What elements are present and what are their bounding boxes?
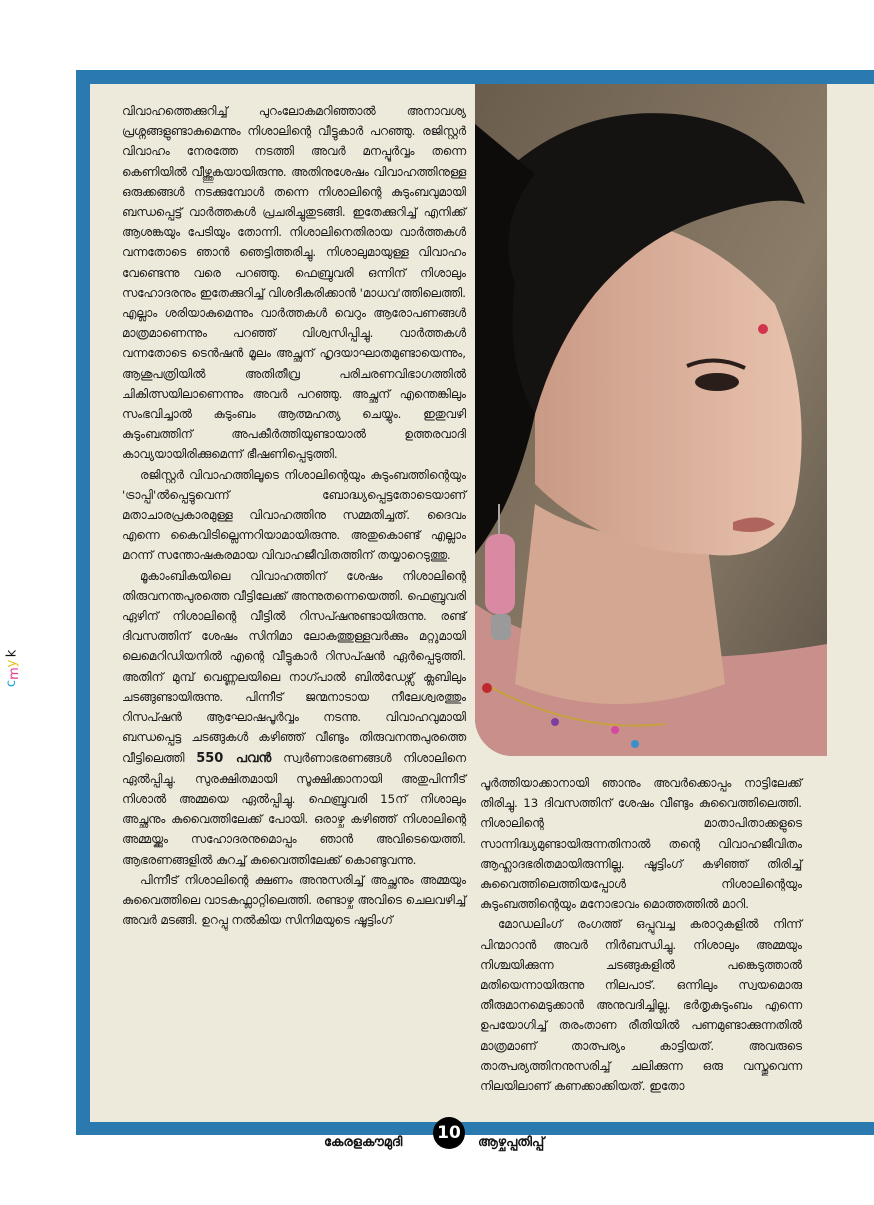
paragraph: പിന്നീട് നിശാലിന്റെ ക്ഷണം അനുസരിച്ച് അച്ഛനും അമ്മയും കുവൈത്തിലെ വാടകഫ്ലാറ്റിലെത്തി. രണ്ടാഴ്ച അവിടെ ചെലവഴിച്ച് അവർ മടങ്ങി. ഉറപ്പു നൽകിയ സിനിമയുടെ ഷൂട്ടിംഗ്: [122, 872, 466, 928]
paragraph-text: മൂകാംബികയിലെ വിവാഹത്തിന് ശേഷം നിശാലിന്റെ തിരുവനന്തപുരത്തെ വീട്ടിലേക്ക് അന്നുതന്നെയെത്തി. ഫെബ്രുവരി ഏഴിന് നിശാലിന്റെ വീട്ടിൽ റിസപ്ഷനുണ്ടായിരുന്നു. രണ്ട് ദിവസത്തിന് ശേഷം സിനിമാ ലോകത്തുള്ളവർക്കും മറ്റുമായി ലെമെറിഡിയനിൽ എന്റെ വീട്ടുകാർ റിസപ്ഷൻ ഏർപ്പെടുത്തി. അതിന് മുമ്പ് വെണ്ണലയിലെ നാഗ്പാൽ ബിൽഡേഴ്സ് ക്ലബിലും ചടങ്ങുണ്ടായിരുന്നു. പിന്നീട് ജന്മനാടായ നീലേശ്വരത്തും റിസപ്ഷൻ ആഘോഷപൂർവ്വം നടന്നു. വിവാഹവുമായി ബന്ധപ്പെട്ട ചടങ്ങുകൾ കഴിഞ്ഞ് വീണ്ടും തിരുവനന്തപുരത്തെ വീട്ടിലെത്തി: [122, 568, 466, 765]
cmyk-m: m: [6, 667, 22, 680]
paragraph: [122, 566, 466, 870]
publication-name: കേരളകൗമുദി: [324, 1135, 403, 1150]
article-left-column: [122, 101, 466, 930]
gold-amount-highlight: 550 പവൻ: [196, 750, 272, 766]
cmyk-c: c: [4, 679, 20, 688]
cmyk-k: k: [4, 649, 20, 658]
page-number: 10: [433, 1117, 465, 1149]
cmyk-registration-mark: [6, 640, 30, 690]
weekly-label: ആഴ്ചപ്പതിപ്പ്: [478, 1135, 545, 1150]
paragraph-text: സ്വർണാഭരണങ്ങൾ നിശാലിനെ ഏൽപ്പിച്ചു. സുരക്ഷിതമായി സൂക്ഷിക്കാനായി അതുപിന്നീട് നിശാൽ അമ്മയെ ഏൽപ്പിച്ചു. ഫെബ്രുവരി 15ന് നിശാലും അച്ഛനും കുവൈത്തിലേക്ക് പോയി. ഒരാഴ്ച കഴിഞ്ഞ് നിശാലിന്റെ അമ്മയ്ക്കും സഹോദരനുമൊപ്പം ഞാൻ അവിടെയെത്തി. ആഭരണങ്ങളിൽ കുറച്ച് കുവൈത്തിലേക്ക് കൊണ്ടുവന്നു.: [122, 750, 467, 867]
frame-left-bar: [76, 70, 90, 1135]
paragraph: രജിസ്റ്റർ വിവാഹത്തിലൂടെ നിശാലിന്റെയും കുടുംബത്തിന്റെയും 'ട്രാപ്പി'ൽപ്പെട്ടുവെന്ന് ബോദ്ധ്യപ്പെട്ടതോടെയാണ് മതാചാരപ്രകാരമുള്ള വിവാഹത്തിനു സമ്മതിച്ചത്. ദൈവം എന്നെ കൈവിടില്ലെന്നറിയാമായിരുന്നു. അതുകൊണ്ട് എല്ലാം മറന്ന് സന്തോഷകരമായ വിവാഹജീവിതത്തിന് തയ്യാറെടുത്തു.: [122, 467, 466, 563]
paragraph: പൂർത്തിയാക്കാനായി ഞാനും അവർക്കൊപ്പം നാട്ടിലേക്ക് തിരിച്ചു. 13 ദിവസത്തിന് ശേഷം വീണ്ടും കുവൈത്തിലെത്തി. നിശാലിന്റെ മാതാപിതാക്കളുടെ സാന്നിദ്ധ്യമുണ്ടായിരുന്നതിനാൽ തന്റെ വിവാഹജീവിതം ആഹ്ലാദഭരിതമായിരുന്നില്ല. ഷൂട്ടിംഗ് കഴിഞ്ഞ് തിരിച്ച് കുവൈത്തിലെത്തിയപ്പോൾ നിശാലിന്റെയും കുടുംബത്തിന്റെയും മനോഭാവം മൊത്തത്തിൽ മാറി.: [480, 776, 802, 912]
article-right-column: [480, 773, 802, 1096]
cmyk-y: y: [4, 659, 20, 668]
paragraph: മോഡലിംഗ് രംഗത്ത് ഒപ്പുവച്ച കരാറുകളിൽ നിന്ന് പിന്മാറാൻ അവർ നിർബന്ധിച്ചു. നിശാലും അമ്മയും നിശ്ചയിക്കുന്ന ചടങ്ങുകളിൽ പങ്കെടുത്താൽ മതിയെന്നായിരുന്നു നിലപാട്. ഒന്നിലും സ്വയമൊരു തീരുമാനമെടുക്കാൻ അനുവദിച്ചില്ല. ഭർതൃകുടുംബം എന്നെ ഉപയോഗിച്ച് തരംതാണ രീതിയിൽ പണമുണ്ടാക്കുന്നതിൽ മാത്രമാണ് താത്പര്യം കാട്ടിയത്. അവരുടെ താത്പര്യത്തിനനുസരിച്ച് ചലിക്കുന്ന ഒരു വസ്തുവെന്ന നിലയിലാണ് കണക്കാക്കിയത്. ഇതോ: [480, 917, 802, 1094]
portrait-photo: [475, 84, 827, 756]
paragraph: വിവാഹത്തെക്കുറിച്ച് പുറംലോകമറിഞ്ഞാൽ അനാവശ്യ പ്രശ്നങ്ങളുണ്ടാകുമെന്നും നിശാലിന്റെ വീട്ടുകാർ പറഞ്ഞു. രജിസ്റ്റർ വിവാഹം നേരത്തേ നടത്തി അവർ മനപ്പൂർവ്വം തന്നെ കെണിയിൽ വീഴ്ത്തുകയായിരുന്നു. അതിനുശേഷം വിവാഹത്തിനുള്ള ഒരുക്കങ്ങൾ നടക്കുമ്പോൾ തന്നെ നിശാലിന്റെ കുടുംബവുമായി ബന്ധപ്പെട്ട് വാർത്തകൾ പ്രചരിച്ചുതുടങ്ങി. ഇതേക്കുറിച്ച് എനിക്ക് ആശങ്കയും പേടിയും തോന്നി. നിശാലിനെതിരായ വാർത്തകൾ വന്നതോടെ ഞാൻ ഞെട്ടിത്തരിച്ചു. നിശാലുമായുള്ള വിവാഹം വേണ്ടെന്നു വരെ പറഞ്ഞു. ഫെബ്രുവരി ഒന്നിന് നിശാലും സഹോദരനും ഇതേക്കുറിച്ച് വിശദീകരിക്കാൻ 'മാധവ'ത്തിലെത്തി. എല്ലാം ശരിയാകുമെന്നും വാർത്തകൾ വെറും ആരോപണങ്ങൾ മാത്രമാണെന്നും പറഞ്ഞ് വിശ്വസിപ്പിച്ചു. വാർത്തകൾ വന്നതോടെ ടെൻഷൻ മൂലം അച്ഛന് ഹൃദയാഘാതമുണ്ടായെന്നും, ആശുപത്രിയിൽ അതിതീവ്ര പരിചരണവിഭാഗത്തിൽ ചികിത്സയിലാണെന്നും അവർ പറഞ്ഞു. അച്ഛന് എന്തെങ്കിലും സംഭവിച്ചാൽ കുടുംബം ആത്മഹത്യ ചെയ്യും. ഇതുവഴി കുടുംബത്തിന് അപകീർത്തിയുണ്ടായാൽ ഉത്തരവാദി കാവ്യയായിരിക്കുമെന്ന് ഭീഷണിപ്പെടുത്തി.: [122, 104, 466, 462]
frame-top-bar: [76, 70, 874, 84]
